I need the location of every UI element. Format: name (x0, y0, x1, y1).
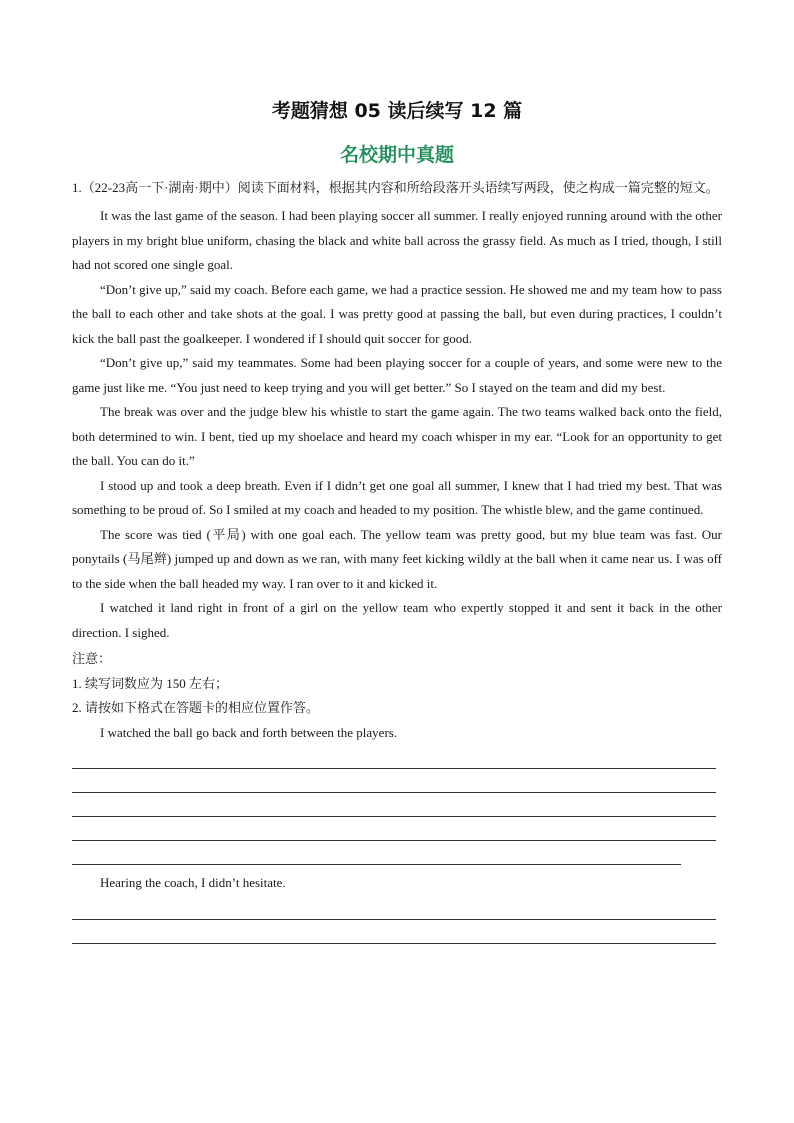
continuation-prompt-1: I watched the ball go back and forth between the players. (100, 724, 398, 740)
note-item: 2. 请按如下格式在答题卡的相应位置作答。 (72, 700, 320, 715)
passage-paragraph: The score was tied (平局) with one goal each. The yellow team was pretty good, but my blue team was fast. Our ponytails (马尾辫) jumped up and down as we ran, with many feet kicking wildly at the ball when it came near us. I was off to the side when the ball headed my way. I ran over to it and kicked it. (72, 526, 722, 591)
answer-line[interactable] (72, 896, 716, 920)
continuation-prompt-2: Hearing the coach, I didn’t hesitate. (100, 875, 286, 890)
notes-section (72, 647, 722, 721)
section-subtitle: 名校期中真题 (339, 144, 454, 166)
passage-paragraph: “Don’t give up,” said my teammates. Some had been playing soccer for a couple of years, and some were new to the game just like me. “You just need to keep trying and you will get better.” So I stayed on the team and did my best. (72, 355, 722, 395)
answer-line[interactable] (72, 793, 716, 817)
passage-paragraph: I watched it land right in front of a girl on the yellow team who expertly stopped it and sent it back in the other direction. I sighed. (72, 600, 722, 640)
answer-line[interactable] (72, 817, 716, 841)
answer-line[interactable] (72, 841, 681, 865)
answer-line[interactable] (72, 745, 716, 769)
notes-label: 注意： (72, 651, 112, 666)
answer-lines-1 (72, 745, 722, 865)
answer-lines-2 (72, 896, 722, 944)
passage-paragraph: “Don’t give up,” said my coach. Before each game, we had a practice session. He showed me and my team how to pass the ball to each other and take shots at the goal. I was pretty good at passing the ball, but even during practices, I couldn’t kick the ball past the goalkeeper. I wondered if I should quit soccer for good. (72, 281, 722, 346)
note-item: 1. 续写词数应为 150 左右； (72, 675, 229, 691)
question-block (72, 176, 722, 944)
question-intro: 1.（22-23高一下·湖南·期中）阅读下面材料，根据其内容和所给段落开头语续写两段，使之构成一篇完整的短文。 (72, 180, 719, 195)
page-title: 考题猜想 05 读后续写 12 篇 (271, 100, 523, 122)
passage-paragraph: The break was over and the judge blew his whistle to start the game again. The two teams walked back onto the field, both determined to win. I bent, tied up my shoelace and heard my coach whisper in my ear. “Look for an opportunity to get the ball. You can do it.” (72, 404, 722, 468)
answer-line[interactable] (72, 920, 716, 944)
passage-paragraph: I stood up and took a deep breath. Even if I didn’t get one goal all summer, I knew that I had tried my best. That was something to be proud of. So I smiled at my coach and headed to my position. The whistle blew, and the game continued. (72, 477, 722, 517)
answer-line[interactable] (72, 769, 716, 793)
passage-paragraph: It was the last game of the season. I had been playing soccer all summer. I really enjoyed running around with the other players in my bright blue uniform, chasing the black and white ball across the grassy field. As much as I tried, though, I still had not scored one single goal. (72, 208, 722, 272)
